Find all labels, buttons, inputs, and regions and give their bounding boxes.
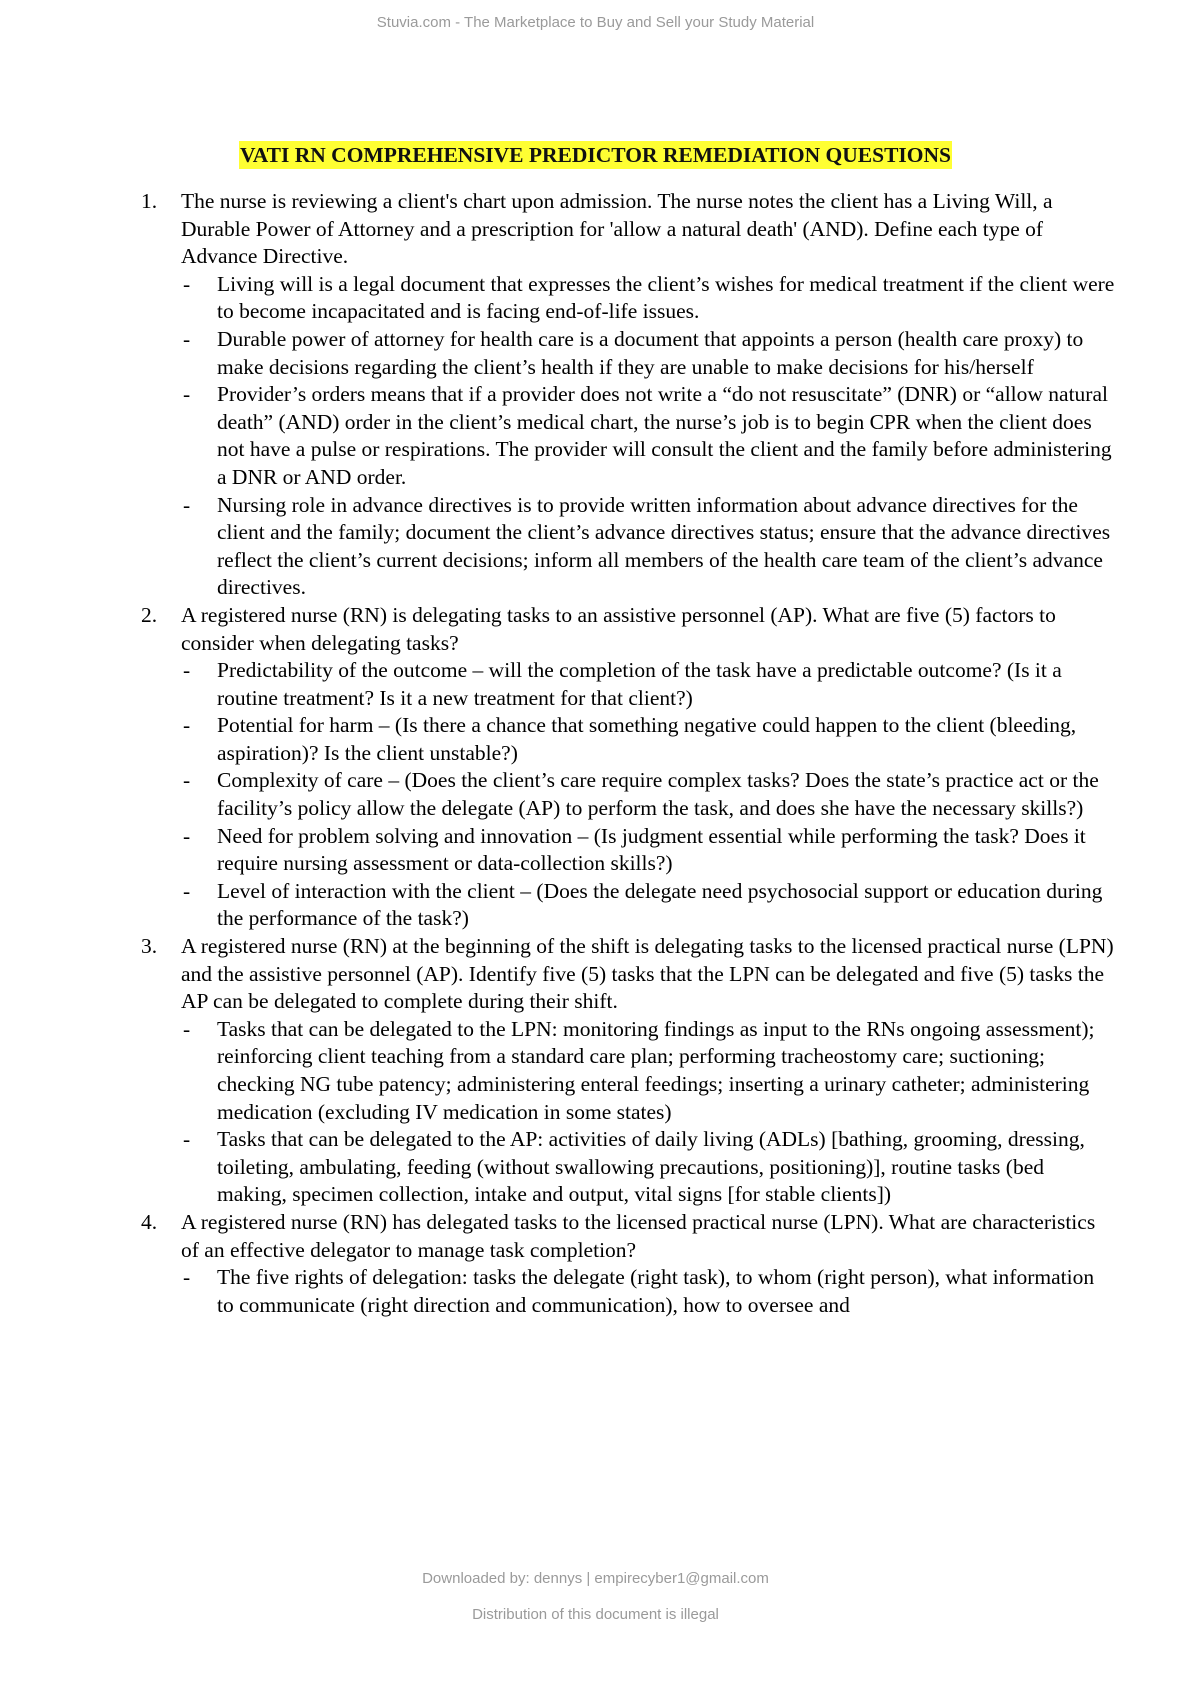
answer-item	[181, 878, 1116, 933]
question-text: A registered nurse (RN) at the beginning of the shift is delegating tasks to the licensed practical nurse (LPN) and the assistive personnel (AP). Identify five (5) tasks that the LPN can be delegated and five (5) tasks the AP can be delegated to complete during their shift.	[181, 934, 1114, 1014]
answer-list	[181, 1264, 1116, 1319]
question-text: The nurse is reviewing a client's chart upon admission. The nurse notes the client has a Living Will, a Durable Power of Attorney and a prescription for 'allow a natural death' (AND). Define each type of Advance Directive.	[181, 189, 1053, 269]
answer-text: Potential for harm – (Is there a chance that something negative could happen to the client (bleeding, aspiration)? Is the client unstable?)	[217, 713, 1077, 765]
answer-text: Nursing role in advance directives is to provide written information about advance directives for the client and the family; document the client’s advance directives status; ensure that the advance directives reflect the client’s current decisions; inform all members of the health care team of the client’s advance directives.	[217, 492, 1111, 600]
footer-downloaded-by: Downloaded by: dennys | empirecyber1@gmail.com	[422, 1570, 769, 1587]
question-number: 3.	[141, 934, 158, 959]
answer-text: Need for problem solving and innovation – (Is judgment essential while performing the task? Does it require nursing assessment or data-collection skills?)	[217, 823, 1086, 876]
question-number: 2.	[141, 602, 158, 627]
question-4	[141, 1209, 1116, 1319]
answer-item	[181, 1264, 1116, 1319]
dash-bullet: -	[183, 658, 191, 683]
answer-item	[181, 657, 1116, 712]
answer-text: Provider’s orders means that if a provider does not write a “do not resuscitate” (DNR) or “allow natural death” (AND) order in the client’s medical chart, the nurse’s job is to begin CPR when the client does not have a pulse or respirations. The provider will consult the client and the family before administering a DNR or AND order.	[217, 382, 1112, 489]
dash-bullet: -	[183, 382, 191, 407]
question-3	[141, 933, 1116, 1209]
dash-bullet: -	[183, 878, 191, 903]
answer-list	[181, 657, 1116, 933]
question-1	[141, 188, 1116, 602]
question-2	[141, 602, 1116, 933]
answer-item	[181, 767, 1116, 822]
dash-bullet: -	[183, 326, 191, 351]
question-number: 4.	[141, 1209, 158, 1234]
answer-item	[181, 1126, 1116, 1209]
dash-bullet: -	[183, 1127, 191, 1152]
answer-item	[181, 381, 1116, 491]
answer-text: Durable power of attorney for health care is a document that appoints a person (health care proxy) to make decisions regarding the client’s health if they are unable to make decisions for his/herself	[217, 326, 1084, 379]
dash-bullet: -	[183, 713, 191, 738]
answer-text: Predictability of the outcome – will the completion of the task have a predictable outcome? (Is it a routine treatment? Is it a new treatment for that client?)	[217, 658, 1062, 710]
dash-bullet: -	[183, 1265, 191, 1290]
answer-item	[181, 326, 1116, 381]
answer-item	[181, 712, 1116, 767]
question-text: A registered nurse (RN) is delegating tasks to an assistive personnel (AP). What are five (5) factors to consider when delegating tasks?	[181, 602, 1056, 655]
answer-list	[181, 271, 1116, 602]
answer-item	[181, 492, 1116, 602]
answer-text: Level of interaction with the client – (Does the delegate need psychosocial support or education during the performance of the task?)	[217, 878, 1103, 931]
dash-bullet: -	[183, 768, 191, 793]
site-header: Stuvia.com - The Marketplace to Buy and Sell your Study Material	[376, 14, 815, 31]
answer-text: Living will is a legal document that expresses the client’s wishes for medical treatment if the client were to become incapacitated and is facing end-of-life issues.	[217, 271, 1115, 324]
dash-bullet: -	[183, 271, 191, 296]
document-title-wrap	[0, 141, 1191, 169]
dash-bullet: -	[183, 1016, 191, 1041]
question-number: 1.	[141, 189, 158, 213]
answer-item	[181, 1016, 1116, 1126]
answer-list	[181, 1016, 1116, 1209]
dash-bullet: -	[183, 492, 191, 517]
document-title: VATI RN COMPREHENSIVE PREDICTOR REMEDIATION QUESTIONS	[239, 143, 951, 167]
answer-item	[181, 823, 1116, 878]
answer-text: Tasks that can be delegated to the AP: activities of daily living (ADLs) [bathing, grooming, dressing, toileting, ambulating, feeding (without swallowing precautions, positioning)], routine tasks (bed making, specimen collection, intake and output, vital signs [for stable clients])	[217, 1127, 1085, 1207]
answer-text: Complexity of care – (Does the client’s care require complex tasks? Does the state’s practice act or the facility’s policy allow the delegate (AP) to perform the task, and does she have the necessary skills?)	[217, 768, 1099, 821]
answer-text: The five rights of delegation: tasks the delegate (right task), to whom (right person), what information to communicate (right direction and communication), how to oversee and	[217, 1265, 1095, 1317]
answer-item	[181, 271, 1116, 326]
answer-text: Tasks that can be delegated to the LPN: monitoring findings as input to the RNs ongoing assessment); reinforcing client teaching from a standard care plan; performing tracheostomy care; suctioning; checking NG tube patency; administering enteral feedings; inserting a urinary catheter; administering medication (excluding IV medication in some states)	[217, 1016, 1095, 1124]
question-list	[141, 188, 1116, 1319]
footer-distribution-notice: Distribution of this document is illegal	[472, 1606, 719, 1623]
dash-bullet: -	[183, 823, 191, 848]
question-text: A registered nurse (RN) has delegated tasks to the licensed practical nurse (LPN). What are characteristics of an effective delegator to manage task completion?	[181, 1209, 1096, 1262]
